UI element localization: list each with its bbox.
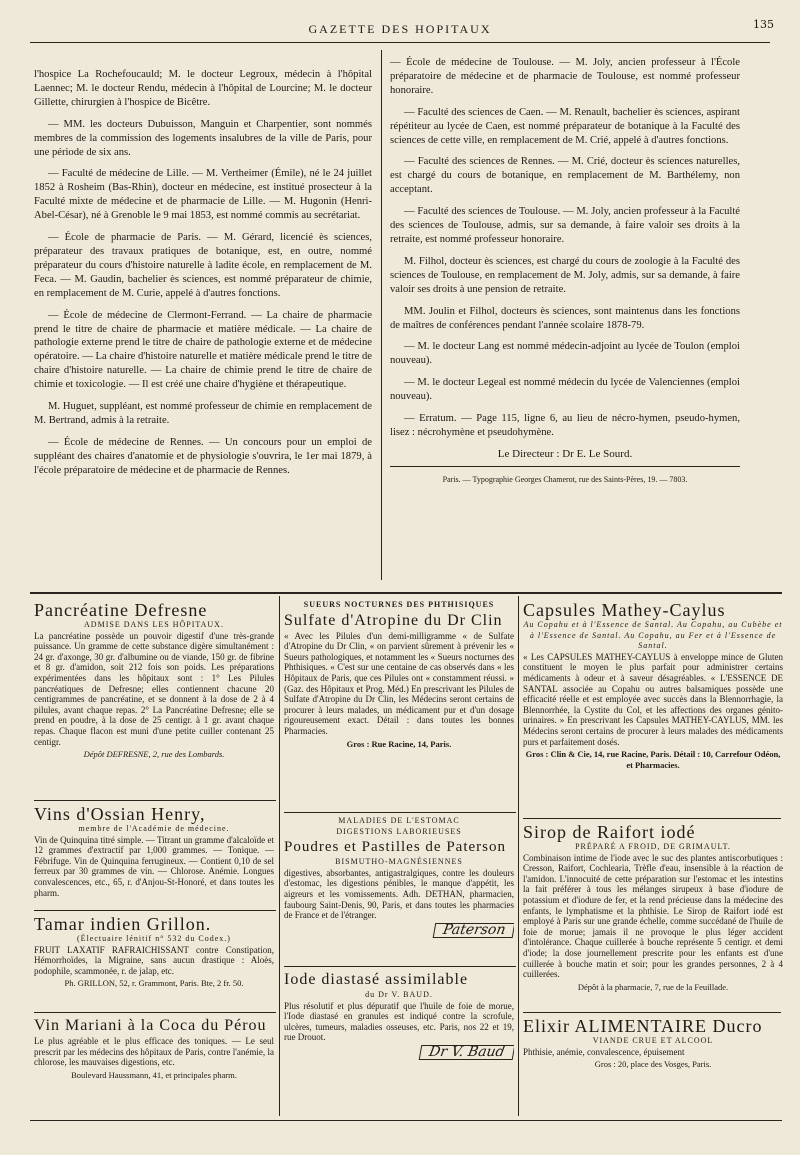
ad-address: Gros : Clin & Cie, 14, rue Racine, Paris. Détail : 10, Carrefour Odéon, et Pharmacies. bbox=[525, 749, 781, 770]
ad-address: Gros : Rue Racine, 14, Paris. bbox=[346, 738, 452, 749]
page-number: 135 bbox=[753, 18, 774, 31]
ad-title: Elixir ALIMENTAIRE Ducro bbox=[523, 1016, 763, 1036]
ads-bottom-rule bbox=[30, 1120, 782, 1121]
ad-title: Iode diastasé assimilable bbox=[284, 971, 469, 988]
ad-tamar bbox=[34, 914, 274, 1008]
ad-body: La pancréatine possède un pouvoir digestif d'une très-grande puissance. Un gramme de cette substance digère simultanément : 24 gr. d'axonge, 30 gr. d'albumine ou de viande, 150 gr. de fibrine et 8 gr. d'amidon, soit 212 fois son poids. Les préparations expérimentées dans les hôpitaux sont : 1° Les Pilules pancréatiques de Defresne; elles contiennent chacune 20 centigrammes de pancréatine, et se donnent à la dose de 2 à 4 pilules, avant chaque repas. 2° La Pancréatine Defresne; elle se prend en poudre, à la dose de 25 centigr. à 1 gr. avant chaque repas. Chaque flacon est muni d'une petite cuiller contenant 25 centigr. bbox=[34, 630, 274, 747]
ad-subtitle: ADMISE DANS LES HÔPITAUX. bbox=[84, 620, 224, 629]
ad-body: digestives, absorbantes, antigastralgiques, contre les douleurs d'estomac, les digestions pénibles, le manque d'appétit, les aigreurs et les vomissements. Adh. DETHAN, pharmacien, faubourg Saint-Denis, 90, Paris, et dans toutes les pharmacies de France et de l'étranger. bbox=[284, 867, 514, 921]
ads-top-rule bbox=[30, 592, 782, 594]
ad-title: Poudres et Pastilles de Paterson bbox=[284, 839, 506, 856]
ads-divider-2 bbox=[518, 596, 519, 1116]
ad-paterson bbox=[284, 816, 514, 962]
ad-subtitle: membre de l'Académie de médecine. bbox=[78, 824, 230, 833]
director-signature: Le Directeur : Dr E. Le Sourd. bbox=[497, 447, 633, 460]
ad-subtitle: (Électuaire lénitif n° 532 du Codex.) bbox=[77, 934, 231, 943]
ad-rule bbox=[284, 812, 516, 813]
article-paragraph: — Faculté des sciences de Caen. — M. Renault, bachelier ès sciences, aspirant répétiteur au lycée de Caen, est nommé préparateur de botanique à la Faculté des sciences de cette ville, en remplacement de M. Crié, appelé à d'autres fonctions. bbox=[390, 106, 740, 146]
article-paragraph: M. Filhol, docteur ès sciences, est chargé du cours de zoologie à la Faculté des sciences de Toulouse, en remplacement de M. Joly, admis, sur sa demande, à faire valoir ses droits à une pension de retraite. bbox=[390, 255, 740, 295]
ad-title: Tamar indien Grillon. bbox=[34, 914, 212, 934]
ad-subtitle: BISMUTHO-MAGNÉSIENNES bbox=[335, 857, 463, 867]
imprint-rule bbox=[390, 466, 740, 467]
masthead-title: GAZETTE DES HOPITAUX bbox=[308, 22, 492, 36]
column-divider bbox=[381, 50, 382, 580]
ad-iode bbox=[284, 970, 514, 1116]
imprint-line: Paris. — Typographie Georges Chamerot, rue des Saints-Pères, 19. — 7803. bbox=[442, 474, 688, 484]
ad-body: Combinaison intime de l'iode avec le suc des plantes antiscorbutiques : Cresson, Raifort, Cochlearia, Trèfle d'eau, insensible à la réaction de l'amidon. L'innocuité de cette préparation sur l'estomac et les intestins la fait préférer à tous les mélanges sirupeux à base d'iodure de potassium et d'iodure de fer, et la rend précieuse dans la médecine des enfants, le lymphatisme et la phthisie. Le Sirop de Raifort iodé est employé à Paris sur une grande échelle, comme succédané de l'huile de foie de morue; jamais il ne provoque le plus léger accident d'intolérance. Chaque cuillerée à bouche représente 5 centigr. et demi d'iode; la dose journellement prescrite pour les enfants est d'une cuillerée à bouche matin et soir; pour les grandes personnes, 2 à 4 cuillerées. bbox=[523, 852, 783, 980]
ad-raifort bbox=[523, 822, 783, 1008]
ad-rule bbox=[523, 818, 781, 819]
ad-address: Ph. GRILLON, 52, r. Grammont, Paris. Bte, 2 fr. 50. bbox=[64, 978, 244, 989]
article-paragraph: — M. le docteur Legeal est nommé médecin du lycée de Valenciennes (emploi nouveau). bbox=[390, 377, 740, 403]
ad-subtitle: Au Copahu et à l'Essence de Santal. Au Copahu, au Cubèbe et à l'Essence de Santal. Au Copahu, au Fer et à l'Essence de Santal. bbox=[523, 620, 783, 651]
ad-pancreatine bbox=[34, 600, 274, 778]
ad-body: Plus résolutif et plus dépuratif que l'huile de foie de morue, l'Iode diastasé en granules est indiqué contre la scrofule, ulcères, tumeurs, maladies osseuses, etc. Paris, nos 22 et 19, rue Drouot. bbox=[284, 1000, 514, 1043]
ad-title: Vin Mariani à la Coca du Pérou bbox=[34, 1017, 267, 1034]
article-paragraph: — École de médecine de Toulouse. — M. Joly, ancien professeur à l'École préparatoire de médecine et de pharmacie de Toulouse, est nommé professeur honoraire. bbox=[390, 57, 740, 96]
article-paragraph: — École de médecine de Clermont-Ferrand. — La chaire de pharmacie prend le titre de chaire de pharmacie et matière médicale. — La chaire de pathologie externe prend le titre de chaire de pathologie externe et de médecine opératoire. — La chaire d'histoire naturelle et matière médicale prend le titre de chaire d'histoire naturelle. — La chaire de chimie prend le titre de chaire de chimie et toxicologie. — Il est créé une chaire d'hygiène et thérapeutique. bbox=[34, 309, 372, 391]
article-paragraph: l'hospice La Rochefoucauld; M. le docteur Legroux, médecin à l'hôpital Laennec; M. le docteur Rendu, médecin à l'hôpital de Lourcine; M. le docteur Gillette, chirurgien à l'hospice de Bicêtre. bbox=[34, 69, 372, 108]
ad-rule bbox=[34, 1012, 276, 1013]
article-paragraph: — Faculté des sciences de Toulouse. — M. Joly, ancien professeur à la Faculté des sciences de Toulouse, admis, sur sa demande, à faire valoir ses droits à la retraite, est nommé professeur honoraire. bbox=[390, 206, 740, 245]
ad-rule bbox=[34, 800, 276, 801]
article-paragraph: MM. Joulin et Filhol, docteurs ès sciences, sont maintenus dans les fonctions de maîtres de conférences pendant l'année scolaire 1878-79. bbox=[390, 305, 740, 331]
article-paragraph: — MM. les docteurs Dubuisson, Manguin et Charpentier, sont nommés membres de la commission des logements insalubres de la ville de Paris, pour une période de six ans. bbox=[34, 118, 372, 158]
article-paragraph: — École de médecine de Rennes. — Un concours pour un emploi de suppléant des chaires d'anatomie et de physiologie s'ouvrira, le 1er mai 1879, à l'école préparatoire de médecine et de pharmacie de Rennes. bbox=[34, 436, 372, 476]
ad-title: Sulfate d'Atropine du Dr Clin bbox=[284, 611, 503, 629]
ad-rule bbox=[284, 966, 516, 967]
ad-title: Sirop de Raifort iodé bbox=[523, 822, 696, 842]
article-paragraph: M. Huguet, suppléant, est nommé professeur de chimie en remplacement de M. Bertrand, admis à la retraite. bbox=[34, 401, 372, 426]
article-paragraph: — Erratum. — Page 115, ligne 6, au lieu de nécro-hymen, pseudo-hymen, lisez : nécrohymène et pseudohymène. bbox=[390, 413, 740, 438]
ad-mariani bbox=[34, 1016, 274, 1116]
ad-mathey-caylus bbox=[523, 600, 783, 814]
article-paragraph: — Faculté de médecine de Lille. — M. Vertheimer (Émile), né le 24 juillet 1852 à Rosheim (Bas-Rhin), docteur en médecine, est institué prosecteur à la Faculté mixte de médecine et de pharmacie de Lille. — M. Hugonin (Henri-Abel-César), né à Grenoble le 9 mai 1853, est nommé commis au secrétariat. bbox=[34, 168, 372, 222]
ad-rule bbox=[523, 1012, 781, 1013]
ad-subtitle: VIANDE CRUE ET ALCOOL bbox=[592, 1036, 714, 1045]
article-paragraph: — M. le docteur Lang est nommé médecin-adjoint au lycée de Toulon (emploi nouveau). bbox=[390, 341, 740, 367]
ad-title: Vins d'Ossian Henry, bbox=[34, 804, 206, 824]
ad-elixir bbox=[523, 1016, 783, 1116]
ad-address: Boulevard Haussmann, 41, et principales pharm. bbox=[71, 1069, 237, 1080]
header-rule bbox=[30, 42, 770, 43]
ad-atropine bbox=[284, 600, 514, 808]
ad-kicker: MALADIES DE L'ESTOMAC bbox=[338, 816, 460, 825]
ad-address: Gros : 20, place des Vosges, Paris. bbox=[594, 1059, 712, 1070]
ad-body: Vin de Quinquina titré simple. — Titrant un gramme d'alcaloïde et 12 grammes d'extractif par 1,000 grammes. — Tonique. — Fébrifuge. Vin de Quinquina ferrugineux. — Contient 0,10 de sel ferreux par 30 grammes de vin. — Chlorose. Anémie. Longues convalescences, etc., 65, r. d'Anjou-St-Honoré, et dans toutes les pharm. bbox=[34, 834, 274, 898]
baud-signature: Dr V. Baud bbox=[419, 1045, 514, 1060]
ad-subtitle: du Dr V. BAUD. bbox=[365, 990, 433, 999]
ad-kicker-secondary: DIGESTIONS LABORIEUSES bbox=[336, 826, 462, 836]
ad-kicker: SUEURS NOCTURNES DES PHTHISIQUES bbox=[303, 600, 495, 609]
ad-body: Phthisie, anémie, convalescence, épuisement bbox=[523, 1046, 685, 1057]
ad-ossian bbox=[34, 804, 274, 908]
article-paragraph: — Faculté des sciences de Rennes. — M. Crié, docteur ès sciences naturelles, est chargé du cours de botanique, en remplacement de M. Barthélemy, non acceptant. bbox=[390, 156, 740, 196]
paterson-signature: Paterson bbox=[432, 923, 514, 938]
left-column bbox=[34, 68, 372, 486]
ads-divider-1 bbox=[279, 596, 280, 1116]
ad-body: « Les CAPSULES MATHEY-CAYLUS à enveloppe mince de Gluten constituent le moyen le plus parfait pour administrer certains médicaments à odeur et à saveur désagréables. « L'ESSENCE DE SANTAL associée au Copahu ou autres balsamiques possède une efficacité réelle et est employée avec succès dans la Blennorrhagie, la Blennorrhée, la Cystite du Col, et les affections des organes génito-urinaires. » En prescrivant les Capsules MATHEY-CAYLUS, MM. les Médecins seront certains de procurer à leurs malades des médicaments purs et parfaitement dosés. bbox=[523, 651, 783, 747]
ad-body: FRUIT LAXATIF RAFRAICHISSANT contre Constipation, Hémorrhoïdes, la Migraine, sans aucun drastique : Aloès, podophile, scammonée, r. de jalap, etc. bbox=[34, 944, 274, 976]
ad-address: Dépôt DEFRESNE, 2, rue des Lombards. bbox=[83, 749, 225, 760]
article-paragraph: — École de pharmacie de Paris. — M. Gérard, licencié ès sciences, préparateur des travaux pratiques de botanique, est, en outre, nommé préparateur du cours d'histoire naturelle à ladite école, en remplacement de M. Feca. — M. Gaudin, bachelier ès sciences, est nommé préparateur de chimie, en remplacement de M. Curie, appelé à d'autres fonctions. bbox=[34, 232, 372, 299]
ad-title: Pancréatine Defresne bbox=[34, 600, 208, 620]
ad-title: Capsules Mathey-Caylus bbox=[523, 600, 726, 620]
ad-body: « Avec les Pilules d'un demi-milligramme « de Sulfate d'Atropine du Dr Clin, « on parvient sûrement à prévenir les « Sueurs pathologiques, et notamment les « Sueurs nocturnes des Phthisiques. « C'est sur une centaine de cas observés dans « les Hôpitaux de Paris, que ces Pilules ont « constamment réussi. » (Gaz. des Hôpitaux et Prog. Méd.) En prescrivant les Pilules de Sulfate d'Atropine du Dr Clin, les Médecins seront certains de procurer à leurs malades, un médicament pur et d'un dosage rigoureusement exact. Détail : dans toutes les bonnes Pharmacies. bbox=[284, 630, 514, 736]
ad-subtitle: PRÉPARÉ A FROID, DE GRIMAULT. bbox=[575, 842, 731, 851]
ad-body: Le plus agréable et le plus efficace des toniques. — Le seul prescrit par les médecins des hôpitaux de Paris, contre l'anémie, la chlorose, les mauvaises digestions, etc. bbox=[34, 1036, 274, 1068]
right-column bbox=[390, 56, 740, 487]
ad-address: Dépôt à la pharmacie, 7, rue de la Feuillade. bbox=[577, 981, 729, 992]
ad-rule bbox=[34, 910, 276, 911]
